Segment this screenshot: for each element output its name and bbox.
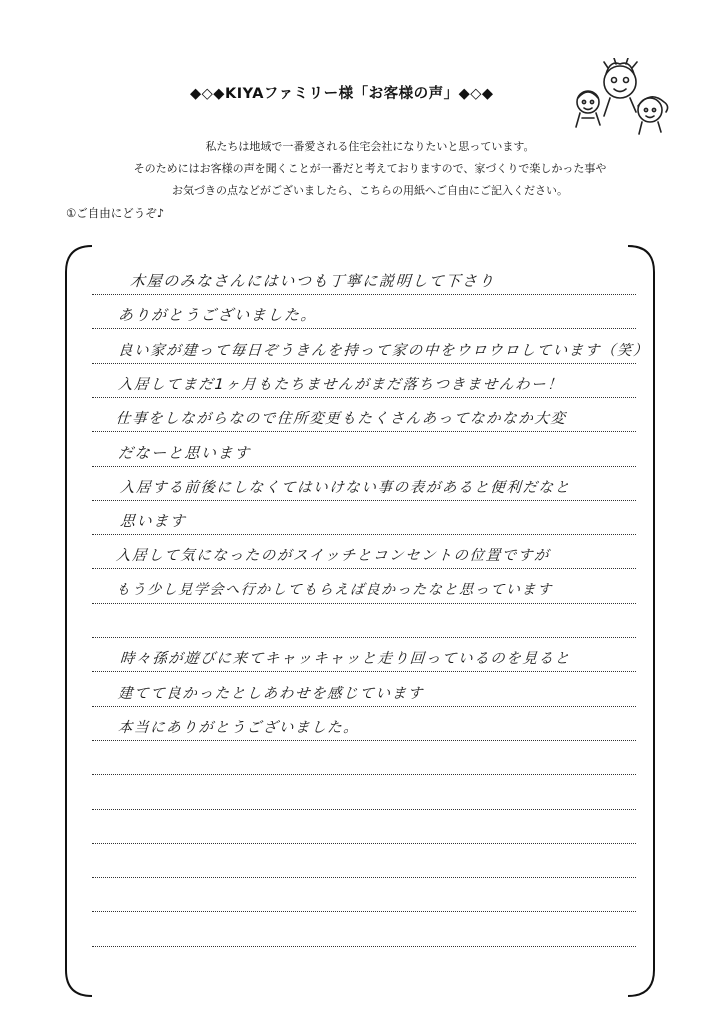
- page-title: ◆◇◆KIYAファミリー様「お客様の声」◆◇◆: [190, 86, 494, 102]
- intro-line-2: そのためにはお客様の声を聞くことが一番だと考えておりますので、家づくりで楽しかった事や: [133, 162, 607, 175]
- ruled-line: [92, 706, 636, 707]
- handwritten-line: 良い家が建って毎日ぞうきんを持って家の中をウロウロしています（笑）: [117, 343, 650, 359]
- ruled-line: [92, 877, 636, 878]
- ruled-line: [92, 637, 636, 638]
- ruled-line: [92, 431, 636, 432]
- handwritten-line: 仕事をしながらなので住所変更もたくさんあってなかなか大変: [115, 411, 568, 427]
- handwritten-line: 思います: [119, 512, 188, 530]
- handwritten-line: もう少し見学会へ行かしてもらえば良かったなと思っています: [115, 582, 554, 598]
- ruled-line: [92, 946, 636, 947]
- ruled-line: [92, 774, 636, 775]
- handwritten-line: 入居する前後にしなくてはいけない事の表があると便利だなと: [119, 480, 572, 496]
- family-mascot-illustration: [570, 58, 670, 138]
- ruled-line: [92, 568, 636, 569]
- handwritten-line: 入居してまだ1ヶ月もたちませんがまだ落ちつきませんわー！: [117, 377, 564, 393]
- ruled-line: [92, 740, 636, 741]
- handwritten-line: 入居して気になったのがスイッチとコンセントの位置ですが: [115, 548, 551, 564]
- ruled-line: [92, 809, 636, 810]
- ruled-line: [92, 466, 636, 467]
- ruled-line: [92, 328, 636, 329]
- ruled-line: [92, 397, 636, 398]
- ruled-line: [92, 294, 636, 295]
- handwritten-line: だなーと思います: [117, 444, 252, 462]
- handwritten-line: ありがとうございました。: [117, 306, 318, 324]
- handwritten-line: 本当にありがとうございました。: [117, 720, 360, 736]
- handwritten-line: 時々孫が遊びに来てキャッキャッと走り回っているのを見ると: [119, 651, 572, 667]
- question-label: ①ご自由にどうぞ♪: [66, 206, 165, 220]
- ruled-line: [92, 843, 636, 844]
- ruled-line: [92, 363, 636, 364]
- intro-line-1: 私たちは地域で一番愛される住宅会社になりたいと思っています。: [205, 140, 535, 153]
- ruled-line: [92, 500, 636, 501]
- handwritten-line: 木屋のみなさんにはいつも丁寧に説明して下さり: [129, 272, 496, 290]
- ruled-line: [92, 603, 636, 604]
- ruled-line: [92, 671, 636, 672]
- intro-line-3: お気づきの点などがございましたら、こちらの用紙へご自由にご記入ください。: [172, 184, 568, 197]
- handwritten-line: 建てて良かったとしあわせを感じています: [117, 686, 425, 702]
- ruled-line: [92, 534, 636, 535]
- ruled-line: [92, 911, 636, 912]
